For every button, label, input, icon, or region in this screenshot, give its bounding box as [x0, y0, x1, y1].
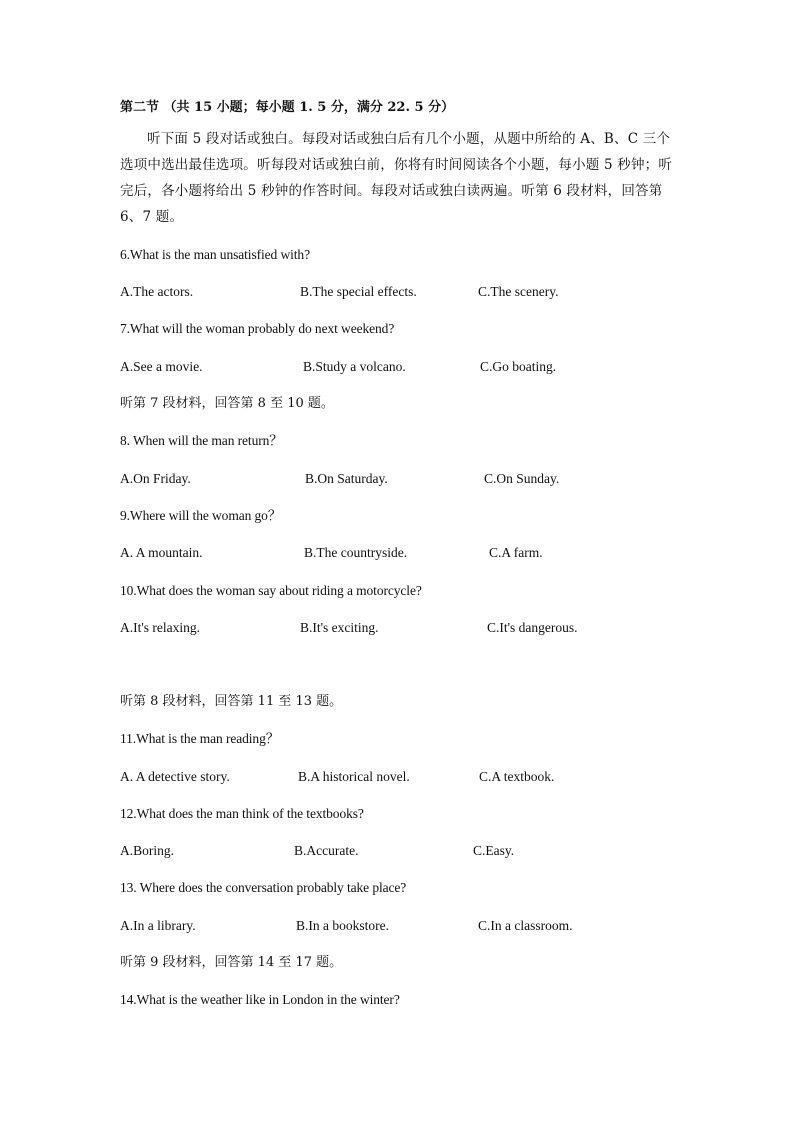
question-7: 7.What will the woman probably do next weekend?: [120, 321, 395, 336]
q12-option-c: C.Easy.: [473, 843, 515, 858]
q7-option-c: C.Go boating.: [480, 359, 557, 374]
q13-option-c: C.In a classroom.: [478, 918, 573, 933]
q6-option-a: A.The actors.: [120, 284, 194, 299]
question-6: 6.What is the man unsatisfied with?: [120, 247, 310, 262]
q11-option-c: C.A textbook.: [479, 769, 555, 784]
q9-option-c: C.A farm.: [489, 545, 543, 560]
q6-option-c: C.The scenery.: [478, 284, 559, 299]
q12-option-b: B.Accurate.: [294, 843, 359, 858]
instructions-paragraph: 听下面 5 段对话或独白。每段对话或独白后有几个小题，从题中所给的 A、B、C 三个选项中选出最佳选项。听每段对话或独白前，你将有时间阅读各个小题，每小题 5 秒钟；听完后，各小题将给出 5 秒钟的作答时间。每段对话或独白读两遍。听第 6 段材料，回答第 6、7 题。: [120, 131, 673, 225]
q9-option-a: A. A mountain.: [120, 545, 203, 560]
q13-option-b: B.In a bookstore.: [296, 918, 389, 933]
q10-option-b: B.It's exciting.: [300, 620, 379, 635]
q9-option-b: B.The countryside.: [304, 545, 408, 560]
q7-option-a: A.See a movie.: [120, 359, 203, 374]
question-11: 11.What is the man reading？: [120, 731, 280, 746]
q7-option-b: B.Study a volcano.: [303, 359, 406, 374]
q8-option-a: A.On Friday.: [120, 471, 191, 486]
question-12: 12.What does the man think of the textbooks?: [120, 806, 364, 821]
q8-option-c: C.On Sunday.: [484, 471, 560, 486]
q6-option-b: B.The special effects.: [300, 284, 417, 299]
question-8: 8. When will the man return？: [120, 433, 283, 448]
q10-option-c: C.It's dangerous.: [487, 620, 578, 635]
passage-9-intro: 听第 9 段材料，回答第 14 至 17 题。: [120, 955, 343, 970]
q13-option-a: A.In a library.: [120, 918, 196, 933]
question-9: 9.Where will the woman go？: [120, 508, 282, 523]
q11-option-a: A. A detective story.: [120, 769, 230, 784]
question-10: 10.What does the woman say about riding a motorcycle?: [120, 583, 422, 598]
question-14: 14.What is the weather like in London in the winter?: [120, 992, 400, 1007]
q12-option-a: A.Boring.: [120, 843, 174, 858]
q10-option-a: A.It's relaxing.: [120, 620, 201, 635]
q11-option-b: B.A historical novel.: [298, 769, 410, 784]
q8-option-b: B.On Saturday.: [305, 471, 388, 486]
passage-8-intro: 听第 8 段材料，回答第 11 至 13 题。: [120, 694, 343, 709]
question-13: 13. Where does the conversation probably take place?: [120, 880, 407, 895]
section-heading: 第二节 （共 15 小题；每小题 1. 5 分，满分 22. 5 分）: [120, 100, 455, 115]
passage-7-intro: 听第 7 段材料，回答第 8 至 10 题。: [120, 396, 334, 411]
